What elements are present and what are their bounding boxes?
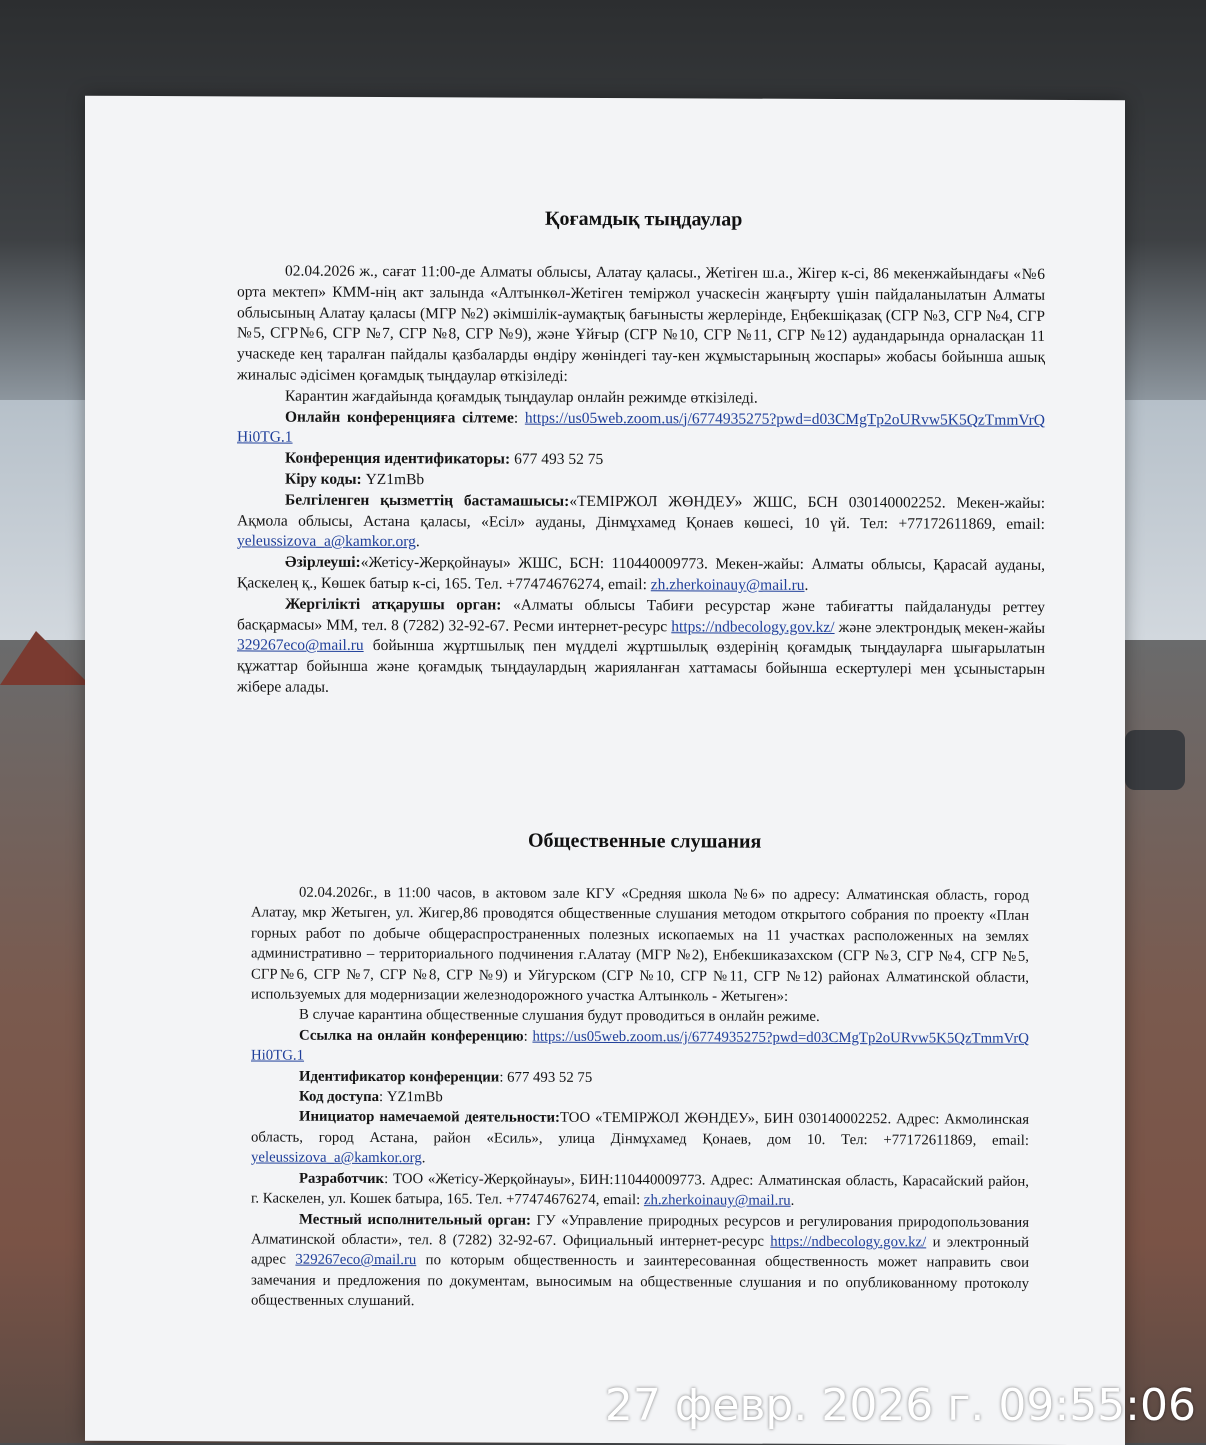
ru-link-paragraph: Ссылка на онлайн конференцию: https://us05web.zoom.us/j/6774935275?pwd=d03CMgTp2oURvw5K5QzTmmVrQHi0TG.1 <box>251 1027 1029 1064</box>
kz-developer-text: «Жетісу-Жерқойнауы» ЖШС, БСН: 110440009773. Мекен-жайы: Алматы облысы, Қарасай ауданы, Қаскелең қ., Көшек батыр к-сі, 165. Тел. +77474676274, email: <box>237 554 1045 594</box>
kz-link-label: Онлайн конференцияға сілтеме <box>285 408 514 427</box>
kz-authority-text2: және электрондық мекен-жайы <box>838 618 1045 637</box>
ru-title: Общественные слушания <box>528 829 762 853</box>
ru-authority-text3: по которым общественность и заинтересованная общественность может направить свои замечания и предложения по документам, выносимым на общественные слушания и по опубликованному протоколу общественных слушаний. <box>251 1252 1029 1310</box>
ru-section <box>251 882 1029 1314</box>
ru-code: YZ1mBb <box>386 1089 443 1106</box>
ru-conf-id-line: Идентификатор конференции: 677 493 52 75 <box>299 1068 593 1086</box>
kz-authority-label: Жергілікті атқарушы орган: <box>285 595 502 614</box>
kz-developer: Әзірлеуші:«Жетісу-Жерқойнауы» ЖШС, БСН: 110440009773. Мекен-жайы: Алматы облысы, Қарасай ауданы, Қаскелең қ., Көшек батыр к-сі, 165. Тел. +77474676274, email: zh.zherkoinauy@mail.ru. <box>237 553 1045 594</box>
kz-initiator: Белгіленген қызметтің бастамашысы:«ТЕМІРЖОЛ ЖӨНДЕУ» ЖШС, БСН 030140002252. Мекен-жайы: Ақмола облысы, Астана қаласы, «Есіл» ауданы, Дінмұхамед Қонаев көшесі, 10 үй. Тел: +77172611869, email: yeleussizova_a@kamkor.org. <box>237 491 1045 551</box>
kz-authority-email[interactable]: 329267eco@mail.ru <box>237 636 364 655</box>
kz-initiator-email[interactable]: yeleussizova_a@kamkor.org <box>237 532 416 551</box>
ru-initiator-label: Инициатор намечаемой деятельности: <box>299 1109 560 1127</box>
ru-intro: 02.04.2026г., в 11:00 часов, в актовом зале КГУ «Средняя школа №6» по адресу: Алматинская область, город Алатау, мкр Жетыген, ул. Жигер,86 проводятся общественные слушания методом открытого собрания по проекту «План горных работ по добыче общераспространенных полезных ископаемых на 11 участках расположенных на землях административно – территориального подчинения г.Алатау (МГР №2), Енбекшиказахском (СГР №3, СГР №4, СГР №5, СГР№6, СГР №7, СГР №8, СГР №9) и Уйгурском (СГР №10, СГР №11, СГР №12) районах Алматинской области, используемых для модернизации железнодорожного участка Алтынколь - Жетыген»: <box>251 884 1029 1005</box>
kz-section <box>237 261 1045 701</box>
ru-authority-email[interactable]: 329267eco@mail.ru <box>295 1251 417 1269</box>
kz-authority <box>237 594 1045 702</box>
kz-developer-label: Әзірлеуші: <box>285 553 361 572</box>
ru-developer: Разработчик: ТОО «Жетісу-Жерқойнауы», БИН:110440009773. Адрес: Алматинская область, Карасайский район, г. Каскелен, ул. Кошек батыра, 165. Тел. +77474676274, email: zh.zherkoinauy@mail.ru. <box>251 1170 1030 1209</box>
ru-link-label: Ссылка на онлайн конференцию <box>299 1027 524 1045</box>
ru-developer-label: Разработчик <box>299 1170 385 1187</box>
notice-sheet <box>85 96 1125 1445</box>
ru-quarantine: В случае карантина общественные слушания будут проводиться в онлайн режиме. <box>299 1007 820 1026</box>
ru-conf-id-label: Идентификатор конференции <box>299 1068 500 1086</box>
ru-zoom-link[interactable]: https://us05web.zoom.us/j/6774935275?pwd=d03CMgTp2oURvw5K5QzTmmVrQHi0TG.1 <box>251 1028 1029 1064</box>
kz-code: YZ1mBb <box>365 470 425 489</box>
ru-developer-email[interactable]: zh.zherkoinauy@mail.ru <box>643 1192 791 1209</box>
ru-code-label: Код доступа <box>299 1088 379 1106</box>
kz-authority-text3: бойынша жұртшылық пен мүдделі жұртшылық өздерінің қоғамдық тыңдауларға шығарылатын құжаттар бойынша және қоғамдық тыңдаулардың жарияланған хаттамасы бойынша ескертулері мен ұсыныстарын жібере алады. <box>237 637 1045 696</box>
kz-initiator-label: Белгіленген қызметтің бастамашысы: <box>285 491 570 510</box>
photo-timestamp: 27 февр. 2026 г. 09:55:06 <box>604 1380 1196 1431</box>
ru-authority-text1: ГУ «Управление природных ресурсов и регулирования природопользования Алматинской области», тел. 8 (7282) 32-92-67. Официальный интернет-ресурс <box>251 1212 1030 1250</box>
ru-code-line: Код доступа: YZ1mBb <box>299 1088 443 1106</box>
kz-title: Қоғамдық тыңдаулар <box>545 207 743 231</box>
ru-conf-id: 677 493 52 75 <box>507 1069 593 1086</box>
ru-initiator-text: ТОО «ТЕМІРЖОЛ ЖӨНДЕУ», БИН 030140002252. Адрес: Акмолинская область, город Астана, район «Есиль», улица Дінмұхамед Қонаев, дом 10. Тел: +77172611869, email: <box>251 1110 1029 1149</box>
kz-zoom-link[interactable]: https://us05web.zoom.us/j/6774935275?pwd=d03CMgTp2oURvw5K5QzTmmVrQHi0TG.1 <box>237 409 1045 447</box>
ru-authority <box>251 1209 1029 1314</box>
ru-authority-site[interactable]: https://ndbecology.gov.kz/ <box>770 1233 927 1251</box>
kz-developer-email[interactable]: zh.zherkoinauy@mail.ru <box>650 576 805 594</box>
kz-authority-site[interactable]: https://ndbecology.gov.kz/ <box>671 617 835 636</box>
kz-code-label: Кіру коды: <box>285 470 362 488</box>
ru-initiator: Инициатор намечаемой деятельности:ТОО «ТЕМІРЖОЛ ЖӨНДЕУ», БИН 030140002252. Адрес: Акмолинская область, город Астана, район «Есиль», улица Дінмұхамед Қонаев, дом 10. Тел: +77172611869, email: yeleussizova_a@kamkor.org. <box>251 1109 1029 1167</box>
kz-conf-id: 677 493 52 75 <box>514 450 604 469</box>
kz-quarantine: Карантин жағдайында қоғамдық тыңдаулар онлайн режимде өткізіледі. <box>285 387 758 407</box>
ru-authority-label: Местный исполнительный орган: <box>299 1211 531 1229</box>
kz-conf-id-label: Конференция идентификаторы: <box>285 449 511 468</box>
kz-authority-text1: «Алматы облысы Табиғи ресурстар және табиғатты пайдалануды реттеу басқармасы» ММ, тел. 8 (7282) 32-92-67. Ресми интернет-ресурс <box>237 596 1045 635</box>
kz-link-paragraph: Онлайн конференцияға сілтеме: https://us05web.zoom.us/j/6774935275?pwd=d03CMgTp2oURvw5K5QzTmmVrQHi0TG.1 <box>237 408 1045 447</box>
ru-initiator-email[interactable]: yeleussizova_a@kamkor.org <box>251 1149 422 1167</box>
kz-intro: 02.04.2026 ж., сағат 11:00-де Алматы облысы, Алатау қаласы., Жетіген ш.а., Жігер к-сі, 86 мекенжайындағы «№6 орта мектеп» КММ-нің акт залында «Алтынкөл-Жетіген теміржол учаскесін жаңғырту үшін пайдаланылатын Алматы облысының Алатау қаласы (МГР №2) әкімшілік-аумақтық бағынысты жерлерінде, Еңбекшіқазақ (СГР №3, СГР №4, СГР №5, СГР№6, СГР №7, СГР №8, СГР №9), және Ұйғыр (СГР №10, СГР №11, СГР №12) аудандарында орналасқан 11 учаскеде кең таралған пайдалы қазбаларды өндіру жөніндегі тау-кен жұмыстарының жоспары» жобасы бойынша ашық жиналыс әдісімен қоғамдық тыңдаулар өткізіледі: <box>237 262 1045 385</box>
ru-authority-text2: и электронный адрес <box>251 1234 1030 1268</box>
ru-developer-text: ТОО «Жетісу-Жерқойнауы», БИН:110440009773. Адрес: Алматинская область, Карасайский район, г. Каскелен, ул. Кошек батыра, 165. Тел. +77474676274, email: <box>251 1170 1030 1209</box>
background-car <box>1125 730 1185 790</box>
kz-initiator-text: «ТЕМІРЖОЛ ЖӨНДЕУ» ЖШС, БСН 030140002252. Мекен-жайы: Ақмола облысы, Астана қаласы, «Есіл» ауданы, Дінмұхамед Қонаев көшесі, 10 үй. Тел: +77172611869, email: <box>237 492 1045 533</box>
